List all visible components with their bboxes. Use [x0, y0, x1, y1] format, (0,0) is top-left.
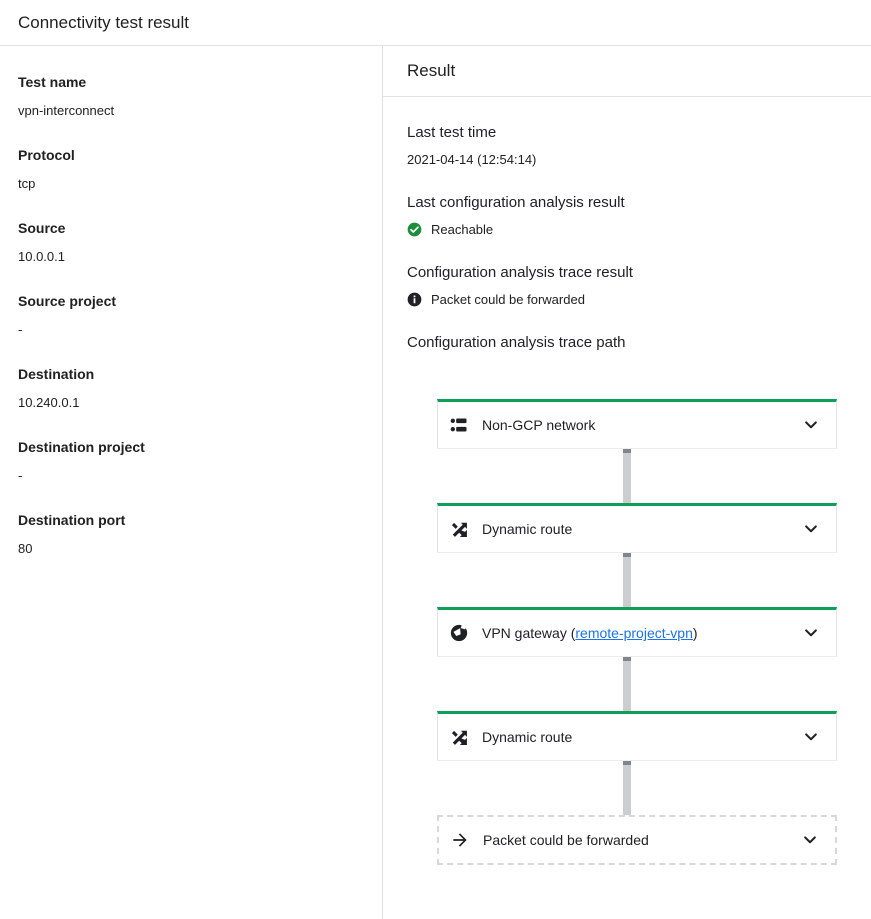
- field-label: Destination project: [18, 439, 145, 455]
- vpn-gateway-icon: [449, 623, 469, 643]
- field-value: tcp: [18, 176, 36, 191]
- section-trace-result: [407, 264, 847, 307]
- status-text: Reachable: [431, 222, 494, 237]
- trace-step-label: Dynamic route: [482, 521, 573, 537]
- result-header: [383, 46, 871, 97]
- reachable-status: [407, 222, 847, 237]
- trace-step-vpn-gateway[interactable]: [437, 607, 837, 657]
- field-label: Source: [18, 220, 66, 236]
- field-label: Destination: [18, 366, 95, 382]
- section-last-test-time: [407, 124, 847, 167]
- field-destination: [18, 366, 364, 410]
- vpn-label-suffix: ): [692, 625, 698, 641]
- field-destination-port: [18, 512, 364, 556]
- chevron-down-icon[interactable]: [802, 728, 820, 746]
- arrow-forward-icon: [450, 830, 470, 850]
- section-label: Configuration analysis trace result: [407, 264, 633, 281]
- section-label: Last configuration analysis result: [407, 194, 625, 211]
- check-circle-icon: [407, 222, 422, 237]
- field-source: [18, 220, 364, 264]
- route-icon: [449, 727, 469, 747]
- field-value: vpn-interconnect: [18, 103, 115, 118]
- vpn-gateway-link[interactable]: remote-project-vpn: [575, 625, 693, 641]
- test-details-panel: [0, 46, 383, 919]
- field-value: 10.240.0.1: [18, 395, 80, 410]
- page-header: [0, 0, 871, 46]
- trace-step-non-gcp-network[interactable]: [437, 399, 837, 449]
- trace-step-label: Packet could be forwarded: [483, 832, 649, 848]
- field-protocol: [18, 147, 364, 191]
- page-title: Connectivity test result: [18, 12, 190, 32]
- trace-step-label: Dynamic route: [482, 729, 573, 745]
- chevron-down-icon[interactable]: [802, 624, 820, 642]
- trace-step-label: Non-GCP network: [482, 417, 596, 433]
- section-trace-path: [407, 334, 847, 351]
- field-source-project: [18, 293, 364, 337]
- trace-connector: [623, 553, 631, 607]
- chevron-down-icon[interactable]: [802, 520, 820, 538]
- field-label: Source project: [18, 293, 117, 309]
- field-label: Protocol: [18, 147, 75, 163]
- trace-result-status: [407, 292, 847, 307]
- vpn-label-prefix: VPN gateway (: [482, 625, 576, 641]
- trace-connector: [623, 449, 631, 503]
- status-text: Packet could be forwarded: [431, 292, 585, 307]
- trace-step-dynamic-route-1[interactable]: [437, 503, 837, 553]
- network-icon: [449, 415, 469, 435]
- trace-step-dynamic-route-2[interactable]: [437, 711, 837, 761]
- trace-connector: [623, 657, 631, 711]
- result-panel: [383, 46, 871, 919]
- field-value: -: [18, 468, 23, 483]
- section-label: Last test time: [407, 124, 497, 141]
- route-icon: [449, 519, 469, 539]
- trace-step-label: [482, 625, 698, 641]
- info-icon: [407, 292, 422, 307]
- result-title: Result: [407, 61, 456, 80]
- section-label: Configuration analysis trace path: [407, 334, 626, 351]
- field-destination-project: [18, 439, 364, 483]
- trace-connector: [623, 761, 631, 815]
- field-value: 80: [18, 541, 33, 556]
- last-test-time-value: 2021-04-14 (12:54:14): [407, 152, 537, 167]
- trace-path: [437, 399, 837, 895]
- trace-step-packet-forwarded[interactable]: [437, 815, 837, 865]
- field-value: 10.0.0.1: [18, 249, 65, 264]
- field-value: -: [18, 322, 23, 337]
- chevron-down-icon[interactable]: [802, 416, 820, 434]
- section-analysis-result: [407, 194, 847, 237]
- field-test-name: [18, 74, 364, 118]
- field-label: Destination port: [18, 512, 126, 528]
- field-label: Test name: [18, 74, 87, 90]
- chevron-down-icon[interactable]: [801, 831, 819, 849]
